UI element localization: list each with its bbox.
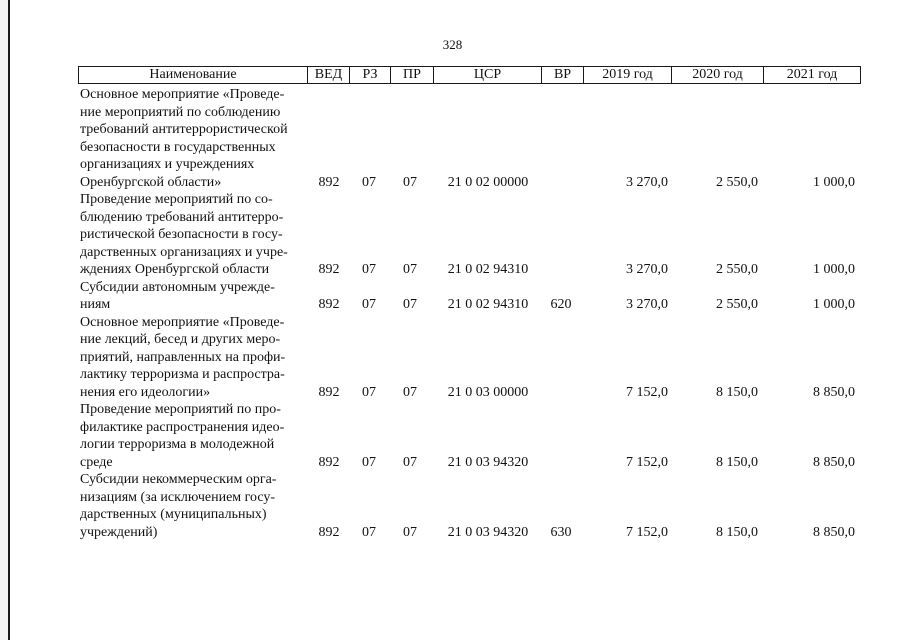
row-2019: 7 152,0 [626, 524, 668, 540]
table-row [78, 279, 861, 314]
row-rz: 07 [362, 384, 376, 400]
header-ved: ВЕД [307, 67, 349, 83]
row-2021: 8 850,0 [813, 454, 855, 470]
row-csr: 21 0 02 94310 [447, 262, 529, 277]
row-2021: 1 000,0 [813, 297, 855, 312]
table-header [78, 66, 861, 84]
row-csr: 21 0 02 94310 [447, 297, 529, 312]
table-row [78, 191, 861, 279]
scan-left-edge [0, 0, 10, 640]
row-csr: 21 0 03 94320 [447, 524, 529, 540]
row-pr: 07 [403, 174, 417, 190]
table-row [78, 471, 861, 541]
row-pr: 07 [403, 454, 417, 470]
row-2020: 8 150,0 [716, 524, 758, 540]
row-vr: 620 [550, 297, 572, 312]
row-pr: 07 [403, 384, 417, 400]
row-2021: 8 850,0 [813, 524, 855, 540]
row-vr: 630 [550, 524, 572, 540]
row-ved: 892 [318, 454, 340, 470]
row-2021: 8 850,0 [813, 384, 855, 400]
row-2020: 8 150,0 [716, 454, 758, 470]
row-rz: 07 [362, 174, 376, 190]
row-2020: 2 550,0 [716, 262, 758, 277]
row-csr: 21 0 02 00000 [447, 174, 529, 190]
header-csr: ЦСР [433, 67, 541, 83]
row-2019: 3 270,0 [626, 297, 668, 312]
row-2021: 1 000,0 [813, 262, 855, 277]
row-csr: 21 0 03 94320 [447, 454, 529, 470]
table-row [78, 401, 861, 471]
row-pr: 07 [403, 524, 417, 540]
row-name: Субсидии автономным учрежде- ниям [80, 279, 275, 312]
row-ved: 892 [318, 174, 340, 190]
header-2019: 2019 год [583, 67, 671, 83]
row-2020: 2 550,0 [716, 174, 758, 190]
header-2021: 2021 год [763, 67, 860, 83]
row-2019: 3 270,0 [626, 262, 668, 277]
header-pr: ПР [390, 67, 433, 83]
row-pr: 07 [403, 297, 417, 312]
row-ved: 892 [318, 297, 340, 312]
row-2019: 7 152,0 [626, 454, 668, 470]
row-rz: 07 [362, 297, 376, 312]
header-2020: 2020 год [671, 67, 763, 83]
row-2020: 2 550,0 [716, 297, 758, 312]
row-name: Субсидии некоммерческим орга- низациям (за исключением госу- дарственных (муниципальных) учреждений) [80, 472, 277, 540]
row-csr: 21 0 03 00000 [447, 384, 529, 400]
row-ved: 892 [318, 384, 340, 400]
row-rz: 07 [362, 454, 376, 470]
table-row [78, 314, 861, 402]
row-name: Проведение мероприятий по про- филактике распространения идео- логии терроризма в молодежной среде [80, 402, 285, 470]
header-vr: ВР [541, 67, 583, 83]
header-name: Наименование [149, 67, 237, 82]
row-pr: 07 [403, 262, 417, 277]
header-rz: РЗ [349, 67, 390, 83]
row-2019: 7 152,0 [626, 384, 668, 400]
row-2019: 3 270,0 [626, 174, 668, 190]
row-rz: 07 [362, 262, 376, 277]
row-name: Основное мероприятие «Проведе- ние лекций, бесед и других меро- приятий, направленных на профи- лактику терроризма и распростра- нения его идеологии» [80, 314, 286, 400]
row-2020: 8 150,0 [716, 384, 758, 400]
row-ved: 892 [318, 524, 340, 540]
row-rz: 07 [362, 524, 376, 540]
row-2021: 1 000,0 [813, 174, 855, 190]
row-name: Основное мероприятие «Проведе- ние мероприятий по соблюдению требований антитеррористической безопасности в государственных организациях и учреждениях Оренбургской области» [80, 87, 288, 190]
table-row [78, 86, 861, 191]
row-name: Проведение мероприятий по со- блюдению требований антитерро- ристической безопасности в госу- дарственных организациях и учре- ждениях Оренбургской области [80, 192, 288, 277]
row-ved: 892 [318, 262, 340, 277]
page-number: 328 [442, 37, 463, 52]
